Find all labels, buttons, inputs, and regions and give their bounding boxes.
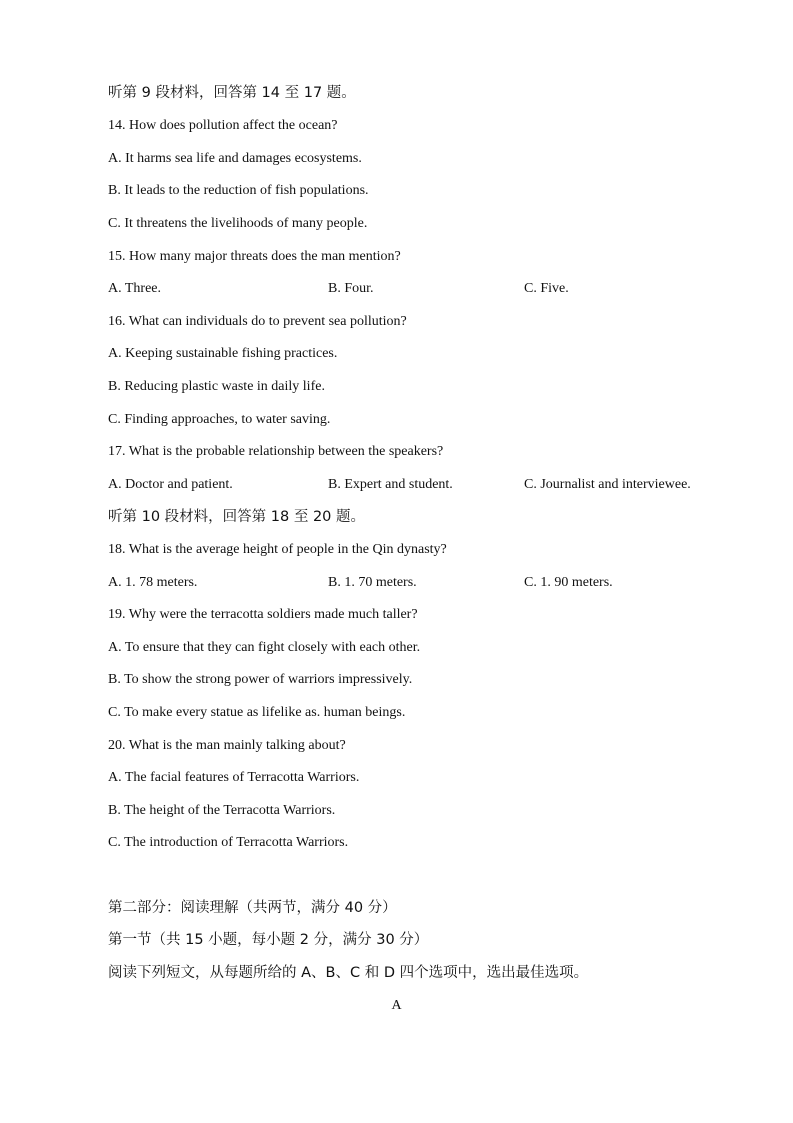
question-18: 18. What is the average height of people in the Qin dynasty? [108,542,447,557]
question-19: 19. Why were the terracotta soldiers made much taller? [108,607,418,622]
q19-option-c: C. To make every statue as lifelike as. human beings. [108,705,406,720]
q17-option-c: C. Journalist and interviewee. [524,477,691,492]
q14-option-a: A. It harms sea life and damages ecosystems. [108,151,362,166]
part-2-instruction: 阅读下列短文，从每题所给的 A、B、C 和 D 四个选项中，选出最佳选项。 [108,965,589,981]
q17-option-a: A. Doctor and patient. [108,477,233,492]
question-15: 15. How many major threats does the man mention? [108,249,401,264]
q19-option-a: A. To ensure that they can fight closely with each other. [108,640,421,655]
q20-option-a: A. The facial features of Terracotta Warriors. [108,770,360,785]
q20-option-b: B. The height of the Terracotta Warriors. [108,803,336,818]
q16-option-c: C. Finding approaches, to water saving. [108,412,331,427]
question-17: 17. What is the probable relationship between the speakers? [108,444,444,459]
question-16: 16. What can individuals do to prevent sea pollution? [108,314,407,329]
q19-option-b: B. To show the strong power of warriors impressively. [108,672,413,687]
q15-option-a: A. Three. [108,281,161,296]
part-2-title: 第二部分：阅读理解（共两节，满分 40 分） [108,900,397,916]
section-10-header: 听第 10 段材料，回答第 18 至 20 题。 [108,509,366,525]
part-2-section-1: 第一节（共 15 小题，每小题 2 分，满分 30 分） [108,932,429,948]
q20-option-c: C. The introduction of Terracotta Warriors. [108,835,349,850]
q18-option-c: C. 1. 90 meters. [524,575,613,590]
q15-option-c: C. Five. [524,281,569,296]
q18-option-a: A. 1. 78 meters. [108,575,198,590]
question-20: 20. What is the man mainly talking about? [108,738,346,753]
q15-option-b: B. Four. [328,281,374,296]
question-14: 14. How does pollution affect the ocean? [108,118,338,133]
q14-option-b: B. It leads to the reduction of fish populations. [108,183,369,198]
q16-option-a: A. Keeping sustainable fishing practices. [108,346,338,361]
section-9-header: 听第 9 段材料，回答第 14 至 17 题。 [108,85,356,101]
passage-label: A [391,998,402,1013]
q17-option-b: B. Expert and student. [328,477,453,492]
q16-option-b: B. Reducing plastic waste in daily life. [108,379,325,394]
q18-option-b: B. 1. 70 meters. [328,575,417,590]
q14-option-c: C. It threatens the livelihoods of many people. [108,216,368,231]
